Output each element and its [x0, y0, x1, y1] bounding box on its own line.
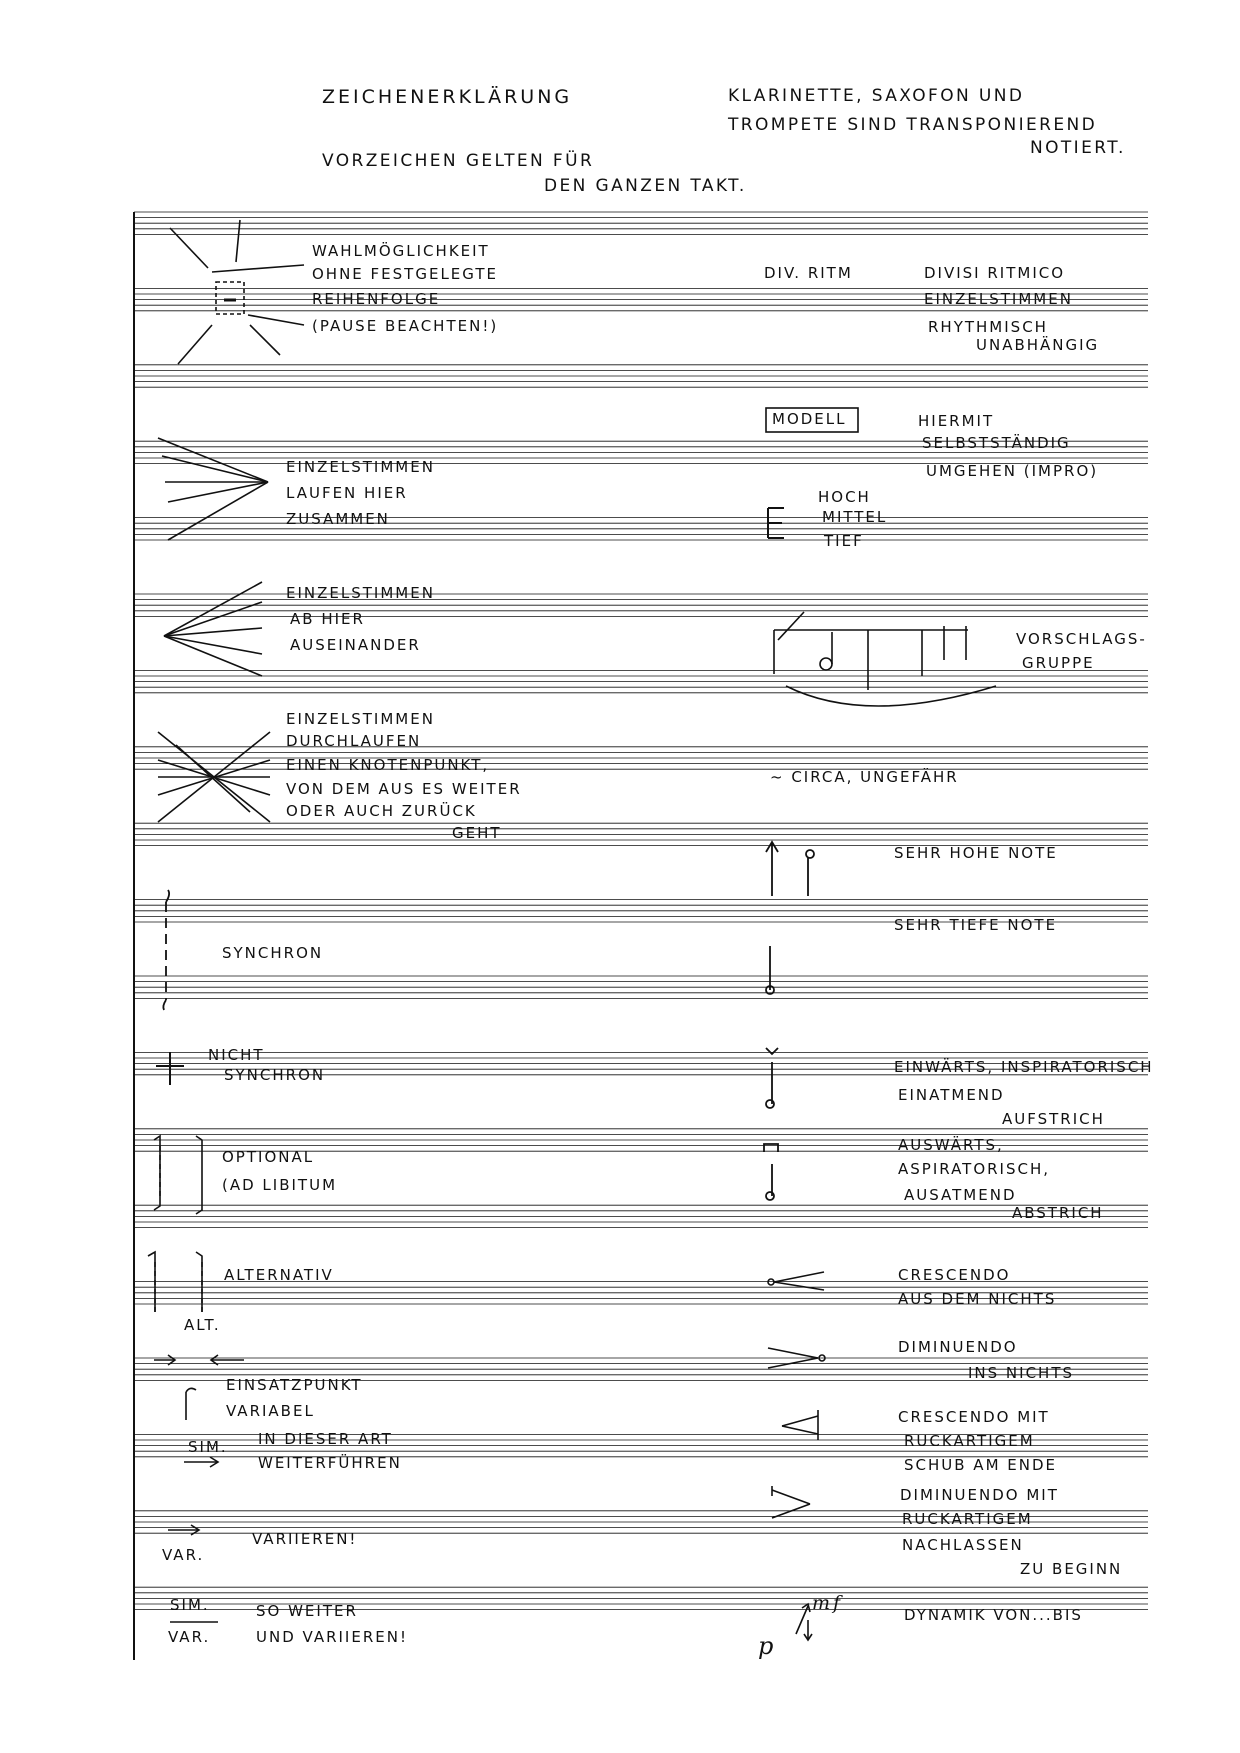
sim-text-1: IN DIESER ART	[258, 1430, 393, 1448]
vorschlag-group-icon	[774, 612, 996, 706]
accidentals-note-2: DEN GANZEN TAKT.	[544, 176, 747, 196]
node-text-1: EINZELSTIMMEN	[286, 710, 435, 728]
alternativ-text: ALTERNATIV	[224, 1266, 334, 1284]
modell-text-2: SELBSTSTÄNDIG	[922, 434, 1071, 452]
div-ritm-text-3: RHYTHMISCH	[928, 318, 1048, 336]
nicht-synchron-icon	[156, 1052, 184, 1085]
node-crossing-icon	[158, 732, 270, 822]
cresc-ruck-text-1: CRESCENDO MIT	[898, 1408, 1050, 1426]
sehr-tiefe-note-icon	[766, 946, 774, 994]
modell-text-1: HIERMIT	[918, 412, 995, 430]
staff-lines	[134, 212, 1148, 1610]
node-text-3: EINEN KNOTENPUNKT,	[286, 756, 490, 774]
div-ritm-abbr: DIV. RITM	[764, 264, 853, 282]
register-brace-icon	[768, 508, 784, 538]
modell-box-label: MODELL	[772, 410, 847, 428]
auswaerts-text-4: ABSTRICH	[1012, 1204, 1104, 1222]
div-ritm-text-1: DIVISI RITMICO	[924, 264, 1066, 282]
optional-text-1: OPTIONAL	[222, 1148, 315, 1166]
choice-text-1: WAHLMÖGLICHKEIT	[312, 242, 490, 260]
auswaerts-text-2: ASPIRATORISCH,	[898, 1160, 1051, 1178]
dim-nichts-text-2: INS NICHTS	[968, 1364, 1075, 1382]
var-abbr: VAR.	[162, 1546, 205, 1564]
var-text: VARIIEREN!	[252, 1530, 358, 1548]
einsatzpunkt-text-2: VARIABEL	[226, 1402, 315, 1420]
optional-brackets-icon	[154, 1136, 202, 1214]
einwaerts-note-icon	[766, 1048, 778, 1108]
einwaerts-text-2: EINATMEND	[898, 1086, 1005, 1104]
div-ritm-text-2: EINZELSTIMMEN	[924, 290, 1073, 308]
div-ritm-text-4: UNABHÄNGIG	[976, 336, 1100, 354]
einwaerts-text-3: AUFSTRICH	[1002, 1110, 1105, 1128]
converge-text-3: ZUSAMMEN	[286, 510, 390, 528]
converge-text-2: LAUFEN HIER	[286, 484, 408, 502]
converge-text-1: EINZELSTIMMEN	[286, 458, 435, 476]
synchron-line-icon	[163, 890, 169, 1010]
optional-text-2: (AD LIBITUM	[222, 1176, 338, 1194]
sehr-tiefe-text: SEHR TIEFE NOTE	[894, 916, 1058, 934]
dim-ruck-text-4: ZU BEGINN	[1020, 1560, 1123, 1578]
simvar-abbr-1: SIM.	[170, 1596, 210, 1614]
sehr-hohe-text: SEHR HOHE NOTE	[894, 844, 1058, 862]
choice-sunburst-icon	[170, 220, 304, 364]
dim-ruck-text-2: RUCKARTIGEM	[902, 1510, 1033, 1528]
nicht-synchron-text-1: NICHT	[208, 1046, 265, 1064]
cresc-ruck-text-3: SCHUB AM ENDE	[904, 1456, 1058, 1474]
auswaerts-text-1: AUSWÄRTS,	[898, 1136, 1004, 1154]
diverge-lines-icon	[164, 582, 262, 676]
node-text-4: VON DEM AUS ES WEITER	[286, 780, 522, 798]
transposing-note-3: NOTIERT.	[1030, 138, 1126, 158]
register-tief: TIEF	[824, 532, 864, 550]
choice-text-2: OHNE FESTGELEGTE	[312, 265, 499, 283]
dim-ruck-text-3: NACHLASSEN	[902, 1536, 1024, 1554]
simvar-text-2: UND VARIIEREN!	[256, 1628, 408, 1646]
diverge-text-2: AB HIER	[290, 610, 365, 628]
converge-lines-icon	[158, 438, 268, 540]
alt-abbr: ALT.	[184, 1316, 221, 1334]
modell-text-3: UMGEHEN (IMPRO)	[926, 462, 1099, 480]
transposing-note-2: TROMPETE SIND TRANSPONIEREND	[728, 115, 1098, 135]
dim-ruck-icon	[772, 1486, 810, 1518]
nicht-synchron-text-2: SYNCHRON	[224, 1066, 326, 1084]
cresc-nichts-text-1: CRESCENDO	[898, 1266, 1011, 1284]
node-text-6: GEHT	[452, 824, 502, 842]
sim-abbr: SIM.	[188, 1438, 228, 1456]
dyn-mf: mf	[812, 1592, 844, 1614]
dim-nichts-text-1: DIMINUENDO	[898, 1338, 1018, 1356]
transposing-note-1: KLARINETTE, SAXOFON UND	[728, 86, 1025, 106]
sim-text-2: WEITERFÜHREN	[258, 1454, 402, 1472]
dim-ruck-text-1: DIMINUENDO MIT	[900, 1486, 1059, 1504]
diverge-text-3: AUSEINANDER	[290, 636, 421, 654]
auswaerts-text-3: AUSATMEND	[904, 1186, 1017, 1204]
einwaerts-text-1: EINWÄRTS, INSPIRATORISCH	[894, 1058, 1154, 1076]
vorschlag-text-1: VORSCHLAGS-	[1016, 630, 1147, 648]
dynamik-text: DYNAMIK VON...BIS	[904, 1606, 1083, 1624]
simvar-abbr-2: VAR.	[168, 1628, 211, 1646]
dyn-p: p	[758, 1632, 777, 1660]
node-text-5: ODER AUCH ZURÜCK	[286, 802, 477, 820]
cresc-ruck-icon	[782, 1410, 818, 1440]
cresc-nichts-text-2: AUS DEM NICHTS	[898, 1290, 1057, 1308]
diverge-text-1: EINZELSTIMMEN	[286, 584, 435, 602]
sim-arrow-icon	[184, 1457, 218, 1467]
choice-text-3: REIHENFOLGE	[312, 290, 441, 308]
sehr-hohe-note-icon	[766, 842, 814, 896]
register-mittel: MITTEL	[822, 508, 888, 526]
choice-text-4: (PAUSE BEACHTEN!)	[312, 317, 499, 335]
node-text-2: DURCHLAUFEN	[286, 732, 422, 750]
simvar-text-1: SO WEITER	[256, 1602, 358, 1620]
einsatzpunkt-text-1: EINSATZPUNKT	[226, 1376, 363, 1394]
cresc-ruck-text-2: RUCKARTIGEM	[904, 1432, 1035, 1450]
auswaerts-note-icon	[764, 1144, 778, 1200]
page-title: ZEICHENERKLÄRUNG	[322, 86, 573, 108]
vorschlag-text-2: GRUPPE	[1022, 654, 1095, 672]
accidentals-note-1: VORZEICHEN GELTEN FÜR	[322, 151, 595, 171]
register-hoch: HOCH	[818, 488, 871, 506]
synchron-text: SYNCHRON	[222, 944, 324, 962]
circa-text: ~ CIRCA, UNGEFÄHR	[770, 768, 959, 786]
